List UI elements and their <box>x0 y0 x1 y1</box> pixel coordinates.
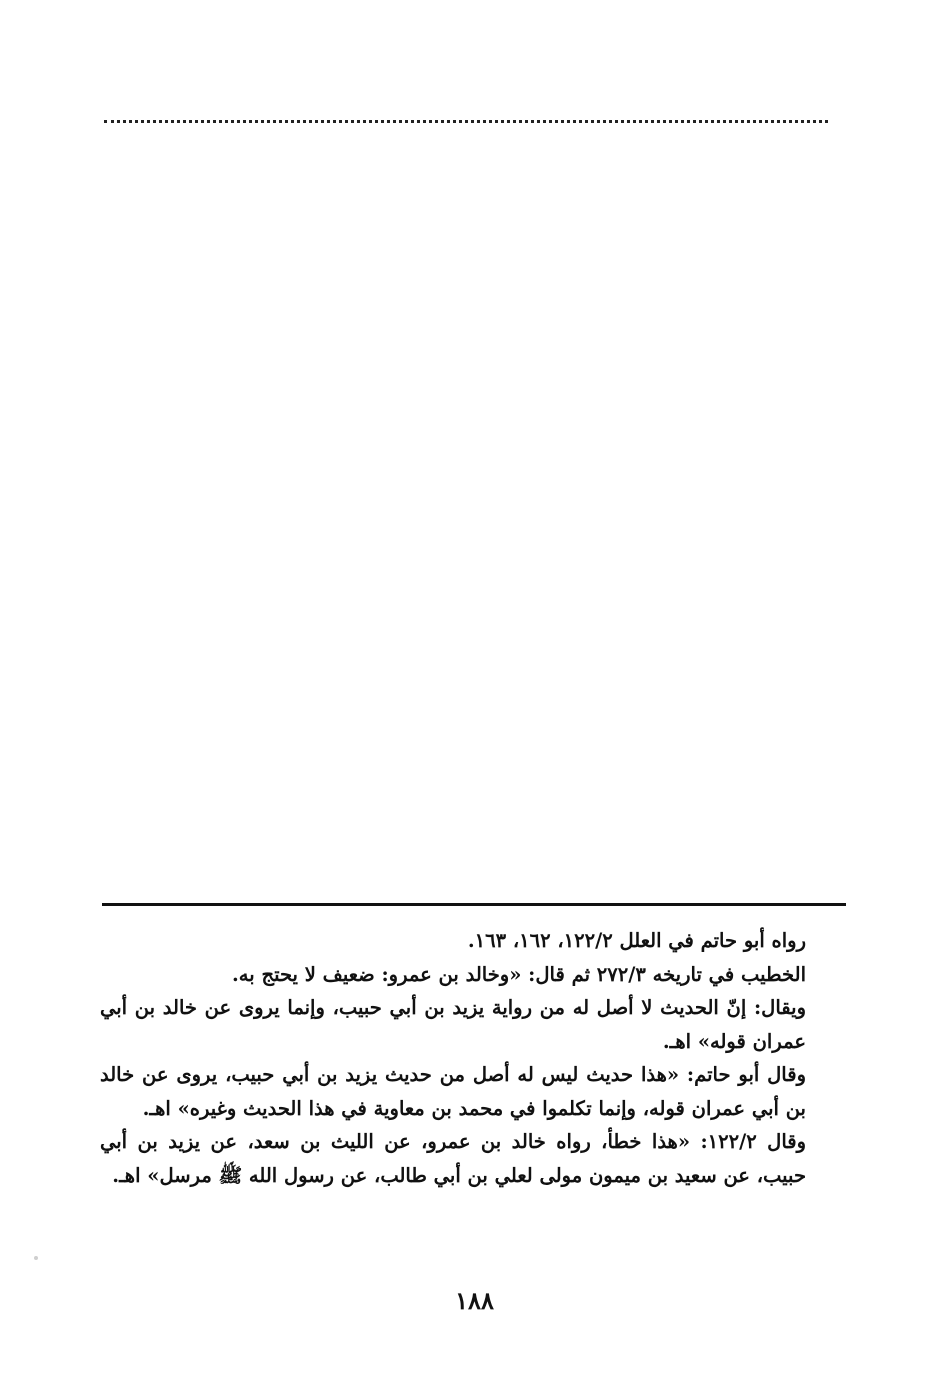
footnote-paragraph-4: وقال أبو حاتم: «هذا حديث ليس له أصل من حديث يزيد بن أبي حبيب، يروى عن خالد بن أبي عمران قوله، وإنما تكلموا في محمد بن معاوية في هذا الحديث وغيره» اهـ. <box>100 1063 806 1120</box>
footnote-paragraph-1: رواه أبو حاتم في العلل ١٢٢/٢، ١٦٢، ١٦٣. <box>467 929 806 952</box>
footnotes-block <box>100 924 806 1192</box>
footnote-paragraph-5: وقال ١٢٢/٢: «هذا خطأ، رواه خالد بن عمرو، عن الليث بن سعد، عن يزيد بن أبي حبيب، عن سعيد بن ميمون مولى لعلي بن أبي طالب، عن رسول الله ﷺ مرسل» اهـ. <box>100 1130 806 1187</box>
scan-speck <box>34 1256 38 1260</box>
page-number: ١٨٨ <box>455 1286 494 1315</box>
footnote-paragraph-3: ويقال: إنّ الحديث لا أصل له من رواية يزيد بن أبي حبيب، وإنما يروى عن خالد بن أبي عمران قوله» اهـ. <box>100 996 806 1053</box>
footnote-paragraph-2: الخطيب في تاريخه ٢٧٢/٣ ثم قال: «وخالد بن عمرو: ضعيف لا يحتج به. <box>232 962 806 986</box>
dotted-separator <box>104 120 828 135</box>
footnote-separator-line <box>102 903 846 906</box>
